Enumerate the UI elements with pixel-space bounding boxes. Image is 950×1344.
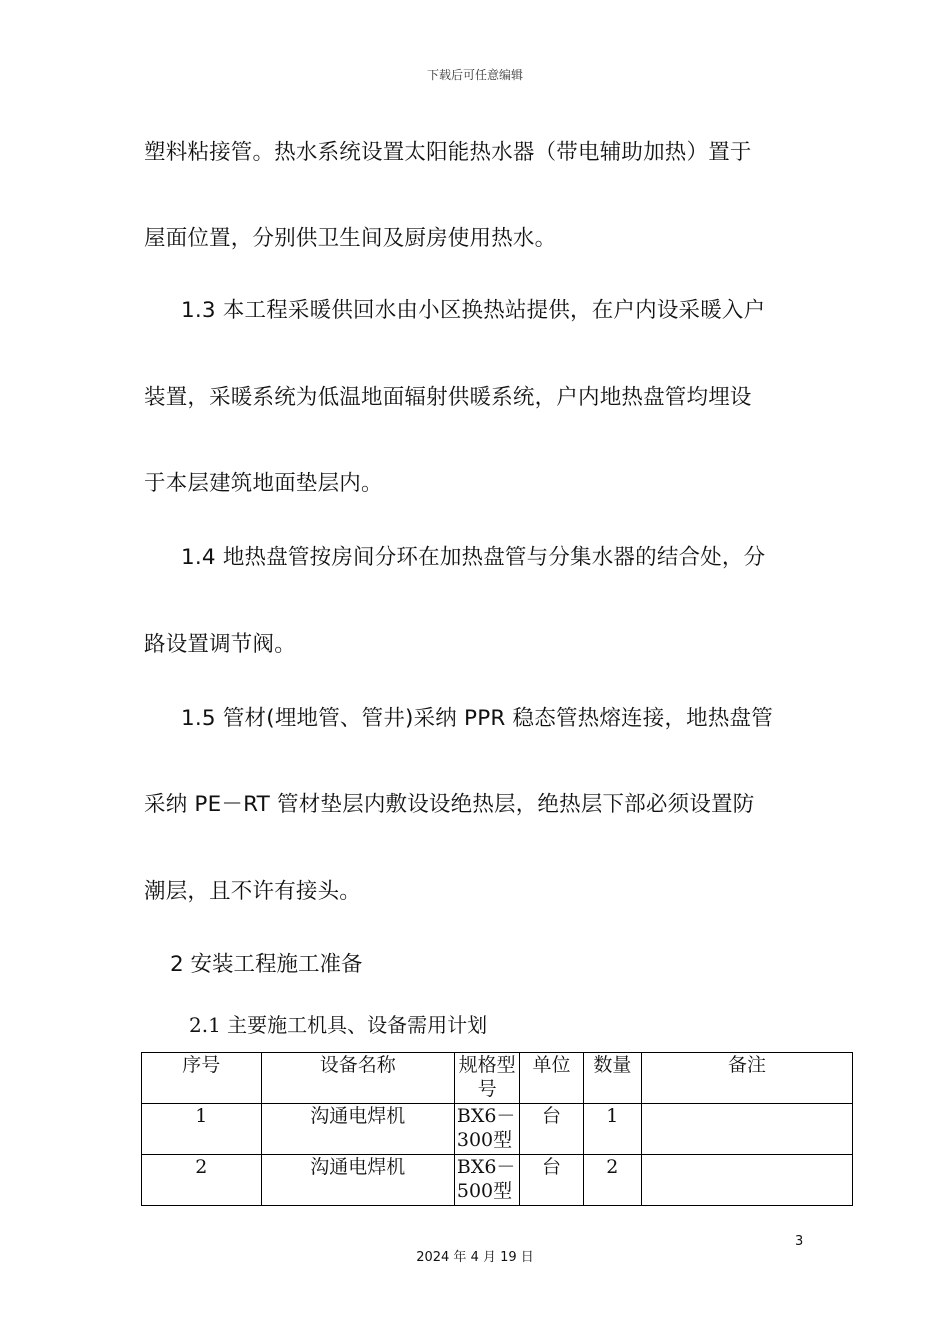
table-row — [142, 1155, 853, 1206]
table-cell: 2 — [142, 1155, 262, 1206]
table-cell: 沟通电焊机 — [261, 1104, 454, 1155]
paragraph-line: 屋面位置，分别供卫生间及厨房使用热水。 — [144, 226, 557, 251]
paragraph-line: 于本层建筑地面垫层内。 — [144, 471, 383, 496]
paragraph-line: 1.5 管材(埋地管、管井)采纳 PPR 稳态管热熔连接，地热盘管 — [181, 706, 773, 731]
paragraph-line: 路设置调节阀。 — [144, 632, 296, 657]
equipment-table — [141, 1052, 853, 1206]
paragraph-line: 塑料粘接管。热水系统设置太阳能热水器（带电辅助加热）置于 — [144, 140, 752, 165]
paragraph-line: 采纳 PE－RT 管材垫层内敷设设绝热层，绝热层下部必须设置防 — [144, 792, 755, 817]
table-cell: 1 — [142, 1104, 262, 1155]
table-header-row — [142, 1053, 853, 1104]
table-cell: 1 — [583, 1104, 641, 1155]
footer-date: 2024 年 4 月 19 日 — [416, 1250, 534, 1265]
table-cell: BX6－300型 — [454, 1104, 519, 1155]
table-header-cell: 备注 — [641, 1053, 852, 1104]
table-header-cell: 序号 — [142, 1053, 262, 1104]
table-cell: 2 — [583, 1155, 641, 1206]
table-header-cell: 单位 — [520, 1053, 583, 1104]
table-cell — [641, 1104, 852, 1155]
paragraph-line: 1.3 本工程采暖供回水由小区换热站提供，在户内设采暖入户 — [181, 298, 766, 323]
section-heading: 2 安装工程施工准备 — [170, 952, 363, 977]
table-cell: 沟通电焊机 — [261, 1155, 454, 1206]
table-header-cell: 设备名称 — [261, 1053, 454, 1104]
table-cell: 台 — [520, 1104, 583, 1155]
table-header-cell: 规格型号 — [454, 1053, 519, 1104]
paragraph-line: 潮层，且不许有接头。 — [144, 879, 362, 904]
subsection-heading: 2.1 主要施工机具、设备需用计划 — [189, 1013, 488, 1037]
page-header: 下载后可任意编辑 — [426, 68, 523, 82]
paragraph-line: 装置，采暖系统为低温地面辐射供暖系统，户内地热盘管均埋设 — [144, 385, 752, 410]
table-row — [142, 1104, 853, 1155]
table-cell — [641, 1155, 852, 1206]
paragraph-line: 1.4 地热盘管按房间分环在加热盘管与分集水器的结合处，分 — [181, 545, 766, 570]
table-cell: 台 — [520, 1155, 583, 1206]
page-number: 3 — [795, 1234, 804, 1249]
table-header-cell: 数量 — [583, 1053, 641, 1104]
table-cell: BX6－500型 — [454, 1155, 519, 1206]
